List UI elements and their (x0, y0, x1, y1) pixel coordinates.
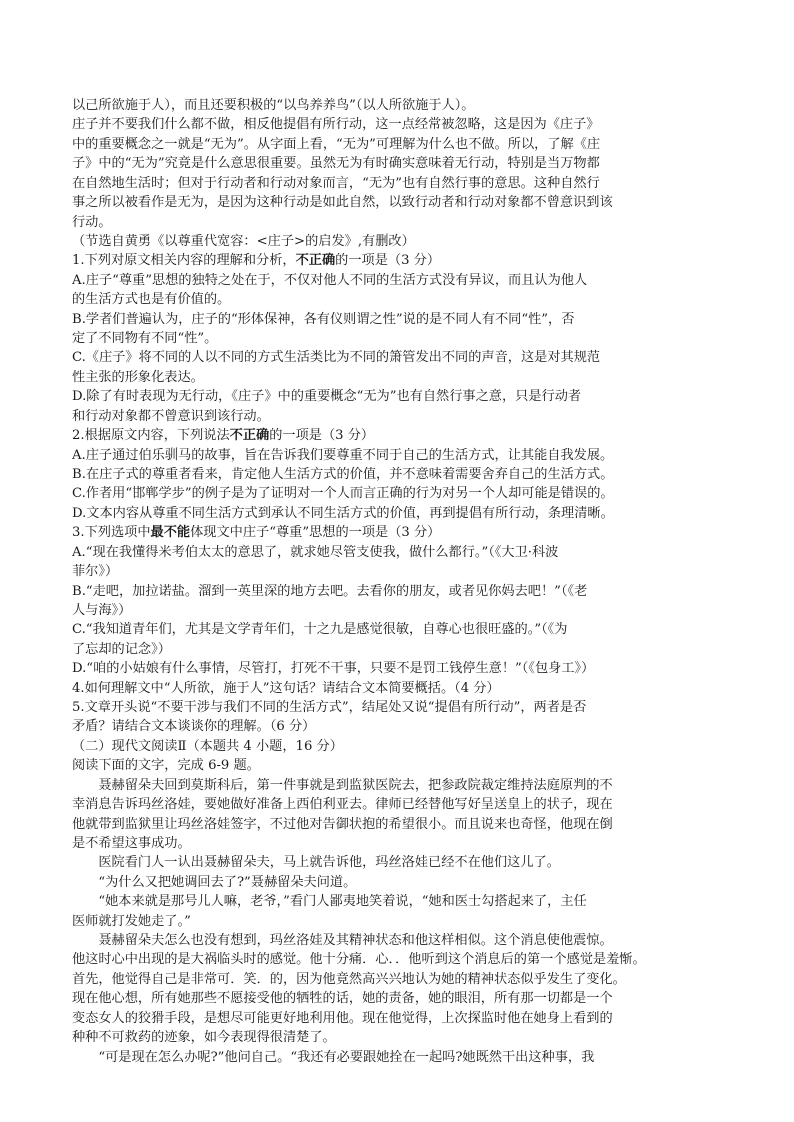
text-line: 子》中的“无为”究竟是什么意思很重要。虽然无为有时确实意味着无行动，特别是当万物都 (72, 156, 600, 172)
text-line: A.庄子“尊重”思想的独特之处在于，不仅对他人不同的生活方式没有异议，而且认为他人 (72, 272, 588, 288)
text-line: 医师就打发她走了。” (72, 913, 191, 929)
text-line: “她本来就是那号儿人嘛，老爷，”看门人鄙夷地笑着说，“她和医士勾搭起来了，主任 (72, 894, 587, 910)
text-line: 幸消息告诉玛丝洛娃，要她做好准备上西伯利亚去。律师已经替他写好呈送皇上的状子，现在 (72, 797, 613, 813)
text-line: D.除了有时表现为无行动，《庄子》中的重要概念“无为”也有自然行事之意，只是行动者 (72, 389, 582, 405)
text-line: 行动。 (72, 214, 112, 230)
text-line (72, 426, 672, 445)
text-line: “可是现在怎么办呢?”他问自己。“我还有必要跟她拴在一起吗?她既然干出这种事，我 (72, 1049, 595, 1065)
text-line: D.文本内容从尊重不同生活方式到承认不同生活方式的价值，再到提倡有所行动，条理清晰。 (72, 505, 614, 521)
text-line: A.庄子通过伯乐驯马的故事，旨在告诉我们要尊重不同于自己的生活方式，让其能自我发展。 (72, 447, 614, 463)
text-line: 和行动对象都不曾意识到该行动。 (72, 408, 270, 424)
text-line: 的生活方式也是有价值的。 (72, 292, 231, 308)
text-line: 他就带到监狱里让玛丝洛娃签字，不过他对告御状抱的希望很小。而且说来也奇怪，他现在倒 (72, 816, 613, 832)
text-segment: 体现文中庄子“尊重”思想的一项是（3 分） (190, 525, 441, 541)
text-line: 了忘却的记念》） (72, 641, 171, 657)
text-line: 在自然地生活时；但对于行动者和行动对象而言，“无为”也有自然行事的意思。这种自然行 (72, 175, 600, 191)
text-line (72, 251, 672, 270)
text-line: 他这时心中出现的是大祸临头时的感觉。他十分痛．心．．他听到这个消息后的第一个感觉是羞惭。 (72, 952, 646, 968)
text-line: 聂赫留朵夫怎么也没有想到，玛丝洛娃及其精神状态和他这样相似。这个消息使他震惊。 (72, 933, 613, 949)
text-line: 首先，他觉得自己是非常可．笑．的，因为他竟然高兴兴地认为她的精神状态似乎发生了变化。 (72, 971, 626, 987)
text-line: 医院看门人一认出聂赫留朵夫，马上就告诉他，玛丝洛娃已经不在他们这儿了。 (72, 855, 560, 871)
text-line: C.作者用“邯郸学步”的例子是为了证明对一个人而言正确的行为对另一个人却可能是错误的。 (72, 486, 614, 502)
text-line: 现在他心想，所有她那些不愿接受他的牺牲的话，她的责备，她的眼泪，所有那一切都是一个 (72, 991, 613, 1007)
text-line: B.“走吧，加拉诺盐。溜到一英里深的地方去吧。去看你的朋友，或者见你妈去吧！”（《老 (72, 583, 588, 599)
text-line: 4.如何理解文中“人所欲，施于人”这句话？请结合文本简要概括。（4 分） (72, 680, 500, 696)
text-line: 庄子并不要我们什么都不做，相反他提倡有所行动，这一点经常被忽略，这是因为《庄子》 (72, 117, 600, 133)
text-line: 5.文章开头说“不要干涉与我们不同的生活方式”，结尾处又说“提倡有所行动”，两者是否 (72, 700, 587, 716)
text-line: C.“我知道青年们，尤其是文学青年们，十之九是感觉很敏，自尊心也很旺盛的。”（《为 (72, 622, 568, 638)
text-segment: 2.根据原文内容，下列说法 (72, 428, 230, 444)
text-line: 菲尔》） (72, 564, 119, 580)
text-line: 种种不可救药的迹象，如今表现得很清楚了。 (72, 1030, 336, 1046)
text-line: 矛盾？请结合文本谈谈你的理解。（6 分） (72, 719, 316, 735)
text-line: 是不希望这事成功。 (72, 835, 191, 851)
text-line: A.“现在我懂得米考伯太太的意思了，就求她尽管支使我，做什么都行。”（《大卫·科波 (72, 544, 559, 560)
text-line: 阅读下面的文字，完成 6-9 题。 (72, 758, 260, 774)
text-line: 事之所以被看作是无为，是因为这种行动是如此自然，以致行动者和行动对象都不曾意识到该 (72, 195, 613, 211)
text-line: （节选自黄勇《以尊重代宽容：<庄子>的启发》,有删改） (72, 233, 415, 249)
text-line: 聂赫留朵夫回到莫斯科后，第一件事就是到监狱医院去，把参政院裁定维持法庭原判的不 (72, 777, 613, 793)
text-line: B.学者们普遍认为，庄子的“形体保神，各有仪则谓之性”说的是不同人有不同“性”，否 (72, 311, 575, 327)
text-segment: 3.下列选项中 (72, 525, 151, 541)
text-line: 中的重要概念之一就是“无为”。从字面上看，“无为”可理解为什么也不做。所以，了解《庄 (72, 136, 601, 152)
text-line: 人与海》） (72, 602, 132, 618)
text-line: 定了不同物有不同“性”。 (72, 331, 218, 347)
text-line (72, 523, 672, 542)
text-segment: 1.下列对原文相关内容的理解和分析， (72, 253, 296, 269)
text-line: 变态女人的狡猾手段，是想尽可能更好地利用他。现在他觉得，上次探监时他在她身上看到的 (72, 1010, 613, 1026)
text-line: 以己所欲施于人），而且还要积极的“以鸟养养鸟”（以人所欲施于人）。 (72, 98, 475, 113)
emphasized-text: 不正确 (295, 253, 336, 269)
text-line: D.“咱的小姑娘有什么事情，尽管打，打死不干事，只要不是罚工钱停生意！”（《包身工》） (72, 661, 595, 677)
text-line: （二）现代文阅读Ⅱ（本题共 4 小题，16 分） (72, 738, 343, 754)
text-segment: 的一项是（3 分） (269, 428, 375, 444)
text-line: B.在庄子式的尊重者看来，肯定他人生活方式的价值，并不意味着需要舍弃自己的生活方式。 (72, 466, 614, 482)
text-line: C.《庄子》将不同的人以不同的方式生活类比为不同的箫管发出不同的声音，这是对其规范 (72, 350, 601, 366)
emphasized-text: 最不能 (150, 525, 191, 541)
text-line: “为什么又把她调回去了?”聂赫留朵夫问道。 (72, 874, 357, 890)
text-line: 性主张的形象化表达。 (72, 369, 204, 385)
emphasized-text: 不正确 (229, 428, 270, 444)
text-segment: 的一项是（3 分） (335, 253, 441, 269)
